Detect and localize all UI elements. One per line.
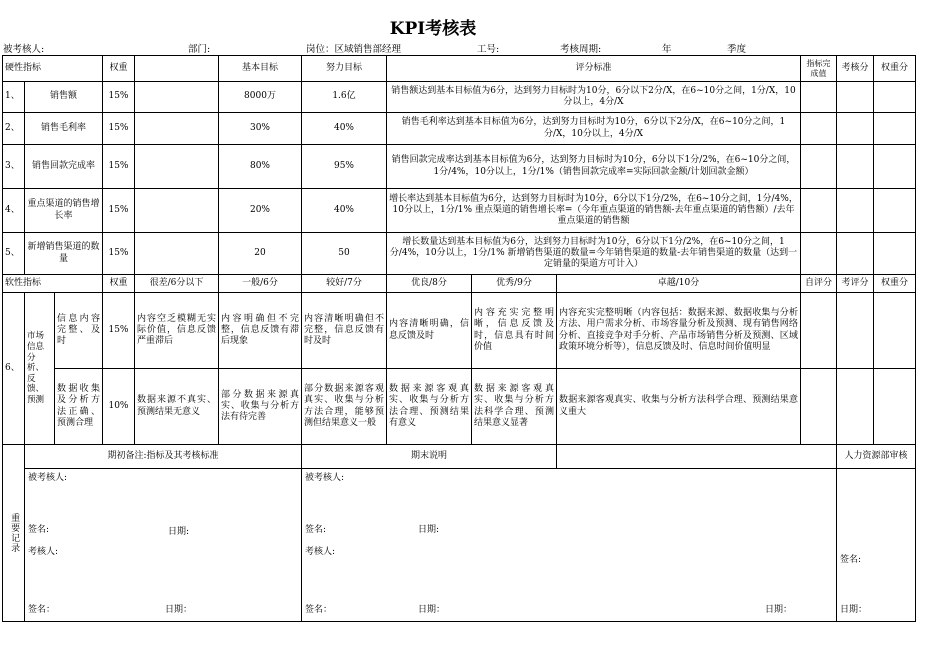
final-date-right: 日期： xyxy=(765,605,793,615)
completion-value[interactable] xyxy=(801,145,837,189)
record-label-cell xyxy=(3,445,25,622)
weight-value: 15% xyxy=(103,233,135,275)
year-label: 年 xyxy=(662,44,672,55)
basic-target-value: 20 xyxy=(219,233,302,275)
indicator-name: 销售回款完成率 xyxy=(25,145,103,189)
employee-no-label: 工号: xyxy=(477,44,500,55)
level-very-poor-text: 内容空乏模糊无实际价值，信息反馈严重滞后 xyxy=(135,293,219,369)
initial-assessor-date: 日期： xyxy=(165,605,193,615)
soft-indicator-name: 数据收集及分析方法正确、预测合理 xyxy=(55,369,103,445)
weight-value: 15% xyxy=(103,113,135,145)
weight-value: 15% xyxy=(103,82,135,113)
completion-value[interactable] xyxy=(801,113,837,145)
weighted-score-value[interactable] xyxy=(874,145,916,189)
level-outstanding-text: 内容充实完整明晰（内容包括：数据来源、数据收集与分析方法、用户需求分析、市场容量分析及预测、现有销售网络分析、直接竞争对手分析、产品市场销售分析及预测、区域政策环境分析等），信息反馈及时、信息时间价值明显 xyxy=(557,293,801,369)
level-excellent-header: 优秀/9分 xyxy=(472,275,557,293)
record-label: 重要记录 xyxy=(9,513,20,553)
blank-cell xyxy=(135,189,219,233)
score-value[interactable] xyxy=(837,113,874,145)
blank-cell xyxy=(135,145,219,189)
level-fine-text: 数据来源客观真实、收集与分析方法合理、预测结果有意义 xyxy=(387,369,472,445)
weighted-score-header: 权重分 xyxy=(874,56,916,82)
self-score-header: 自评分 xyxy=(801,275,837,293)
level-very-poor-text: 数据来源不真实、预测结果无意义 xyxy=(135,369,219,445)
weighted-score-value[interactable] xyxy=(874,189,916,233)
row-number: 4、 xyxy=(3,189,25,233)
level-very-poor-header: 很差/6分以下 xyxy=(135,275,219,293)
criteria-header: 评分标准 xyxy=(387,56,801,82)
hard-indicator-header: 硬性指标 xyxy=(3,56,103,82)
blank-cell xyxy=(557,445,837,469)
level-outstanding-header: 卓越/10分 xyxy=(557,275,801,293)
effort-target-value: 50 xyxy=(302,233,387,275)
score-value[interactable] xyxy=(837,82,874,113)
assess-score-value[interactable] xyxy=(837,369,874,445)
weighted-score-value[interactable] xyxy=(874,233,916,275)
level-outstanding-text: 数据来源客观真实、收集与分析方法科学合理、预测结果意义重大 xyxy=(557,369,801,445)
initial-assessor-sign: 签名： xyxy=(28,605,56,615)
record-body-row xyxy=(3,469,916,622)
row-number: 3、 xyxy=(3,145,25,189)
hard-row xyxy=(3,145,916,189)
final-assessee-sign: 签名: xyxy=(305,525,327,535)
soft-indicator-header: 软性指标 xyxy=(3,275,103,293)
assess-score-value[interactable] xyxy=(837,293,874,369)
soft-category: 市场信息分析、反馈、预测 xyxy=(25,293,55,445)
level-good-text: 内容清晰明确但不完整，信息反馈有时及时 xyxy=(302,293,387,369)
record-header-row xyxy=(3,445,916,469)
hard-weight-header: 权重 xyxy=(103,56,135,82)
row-number: 2、 xyxy=(3,113,25,145)
blank-cell xyxy=(135,82,219,113)
effort-target-value: 40% xyxy=(302,113,387,145)
hard-header-row xyxy=(3,56,916,82)
weighted-score-value[interactable] xyxy=(874,113,916,145)
level-excellent-text: 数据来源客观真实、收集与分析方法科学合理、预测结果意义显著 xyxy=(472,369,557,445)
score-value[interactable] xyxy=(837,189,874,233)
assessee-label: 被考核人: xyxy=(3,44,45,55)
blank-cell xyxy=(135,56,219,82)
criteria-text: 销售毛利率达到基本目标值为6分，达到努力目标时为10分，6分以下2分/X，在6~10分之间，1分/X，10分以上，4分/X xyxy=(387,113,801,145)
department-label: 部门: xyxy=(188,44,211,55)
quarter-label: 季度 xyxy=(727,44,747,55)
final-note-header: 期末说明 xyxy=(302,445,557,469)
page-title: KPI考核表 xyxy=(389,19,477,39)
hr-review-header: 人力资源部审核 xyxy=(837,445,916,469)
basic-target-value: 20% xyxy=(219,189,302,233)
final-assessor-sign: 签名： xyxy=(305,605,333,615)
blank-cell xyxy=(135,113,219,145)
initial-assessee-sign: 签名: xyxy=(28,525,50,535)
initial-note-cell[interactable] xyxy=(25,469,302,622)
indicator-name: 销售毛利率 xyxy=(25,113,103,145)
basic-target-value: 8000万 xyxy=(219,82,302,113)
weight-value: 15% xyxy=(103,145,135,189)
indicator-name: 重点渠道的销售增长率 xyxy=(25,189,103,233)
indicator-name: 新增销售渠道的数量 xyxy=(25,233,103,275)
soft-weight-value: 15% xyxy=(103,293,135,369)
completion-value[interactable] xyxy=(801,189,837,233)
hard-row xyxy=(3,82,916,113)
kpi-table xyxy=(2,55,916,622)
initial-note-header: 期初备注:指标及其考核标准 xyxy=(25,445,302,469)
soft-indicator-name: 信息内容完整、及时 xyxy=(55,293,103,369)
final-assessor-label: 考核人: xyxy=(305,547,336,557)
score-value[interactable] xyxy=(837,145,874,189)
weighted-score-value[interactable] xyxy=(874,82,916,113)
hr-review-cell[interactable] xyxy=(837,469,916,622)
soft-weighted-value[interactable] xyxy=(874,293,916,369)
effort-target-value: 95% xyxy=(302,145,387,189)
level-good-text: 部分数据来源客观真实、收集与分析方法合理，能够预测但结果意义一般 xyxy=(302,369,387,445)
period-label: 考核周期: xyxy=(560,44,602,55)
hard-row xyxy=(3,113,916,145)
criteria-text: 销售回款完成率达到基本目标值为6分，达到努力目标时为10分，6分以下1分/2%，在6~10分之间，1分/4%，10分以上，1分/1%（销售回款完成率=实际回款金额/计划回款金额） xyxy=(387,145,801,189)
blank-cell xyxy=(135,233,219,275)
criteria-text: 销售额达到基本目标值为6分，达到努力目标时为10分，6分以下2分/X，在6~10分之间，1分/X，10分以上，4分/X xyxy=(387,82,801,113)
initial-assessee-date: 日期: xyxy=(168,527,190,537)
completion-header: 指标完成值 xyxy=(801,56,837,82)
level-fine-header: 优良/8分 xyxy=(387,275,472,293)
soft-weighted-value[interactable] xyxy=(874,369,916,445)
soft-weight-value: 10% xyxy=(103,369,135,445)
completion-value[interactable] xyxy=(801,233,837,275)
assess-score-header: 考评分 xyxy=(837,275,874,293)
level-good-header: 较好/7分 xyxy=(302,275,387,293)
basic-target-value: 80% xyxy=(219,145,302,189)
final-assessor-date: 日期： xyxy=(418,605,446,615)
position-label: 岗位：区域销售部经理 xyxy=(306,44,402,55)
effort-target-header: 努力目标 xyxy=(302,56,387,82)
effort-target-value: 40% xyxy=(302,189,387,233)
hard-row xyxy=(3,189,916,233)
indicator-name: 销售额 xyxy=(25,82,103,113)
score-value[interactable] xyxy=(837,233,874,275)
row-number: 6、 xyxy=(3,293,25,445)
criteria-text: 增长数量达到基本目标值为6分，达到努力目标时为10分，6分以下1分/2%，在6~10分之间，1分/4%，10分以上，1分/1% 新增销售渠道的数量=今年销售渠道的数量-去年销售渠道的数量（达到一定销量的渠道方可计入） xyxy=(387,233,801,275)
self-score-value[interactable] xyxy=(801,369,837,445)
self-score-value[interactable] xyxy=(801,293,837,369)
hr-date: 日期： xyxy=(840,605,868,615)
completion-value[interactable] xyxy=(801,82,837,113)
effort-target-value: 1.6亿 xyxy=(302,82,387,113)
level-excellent-text: 内容充实完整明晰，信息反馈及时，信息具有时间价值 xyxy=(472,293,557,369)
score-header: 考核分 xyxy=(837,56,874,82)
soft-weighted-header: 权重分 xyxy=(874,275,916,293)
basic-target-value: 30% xyxy=(219,113,302,145)
initial-assessee-label: 被考核人: xyxy=(28,473,68,483)
level-average-text: 部分数据来源真实、收集与分析方法有待完善 xyxy=(219,369,302,445)
level-average-header: 一般/6分 xyxy=(219,275,302,293)
soft-header-row xyxy=(3,275,916,293)
soft-row xyxy=(3,293,916,369)
row-number: 1、 xyxy=(3,82,25,113)
row-number: 5、 xyxy=(3,233,25,275)
initial-assessor-label: 考核人: xyxy=(28,547,59,557)
final-note-cell[interactable] xyxy=(302,469,837,622)
final-assessee-date: 日期: xyxy=(418,525,440,535)
hr-sign: 签名: xyxy=(840,555,862,565)
final-assessee-label: 被考核人: xyxy=(305,473,345,483)
level-average-text: 内容明确但不完整，信息反馈有滞后现象 xyxy=(219,293,302,369)
level-fine-text: 内容清晰明确，信息反馈及时 xyxy=(387,293,472,369)
weight-value: 15% xyxy=(103,189,135,233)
soft-row xyxy=(3,369,916,445)
criteria-text: 增长率达到基本目标值为6分，达到努力目标时为10分，6分以下1分/2%，在6~10分之间，1分/4%，10分以上，1分/1% 重点渠道的销售增长率=（今年重点渠道的销售额-去年重点渠道的销售额）/去年重点渠道的销售额 xyxy=(387,189,801,233)
hard-row xyxy=(3,233,916,275)
basic-target-header: 基本目标 xyxy=(219,56,302,82)
soft-weight-header: 权重 xyxy=(103,275,135,293)
